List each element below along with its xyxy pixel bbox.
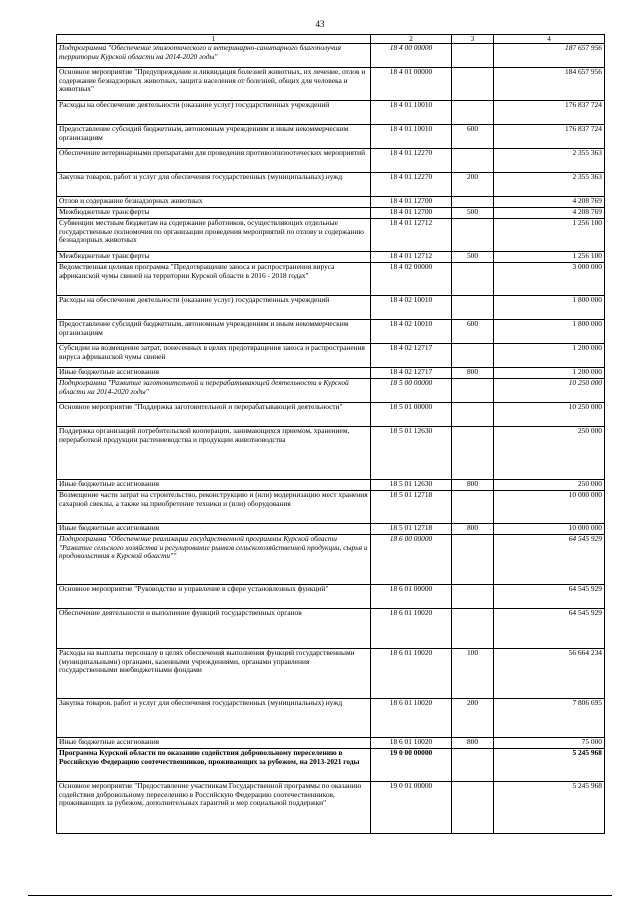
row-vr: 800 — [452, 738, 494, 749]
table-row — [57, 379, 605, 403]
row-code: 18 4 02 10010 — [371, 296, 452, 320]
row-name: Возмещение части затрат на строительство, реконструкцию и (или) модернизацию мест хранения сахарной свеклы, а также на приобретение техники и (или) оборудования — [57, 491, 371, 524]
row-amount: 250 000 — [494, 480, 605, 491]
row-amount: 1 200 000 — [494, 368, 605, 379]
row-amount: 7 806 695 — [494, 699, 605, 738]
row-vr — [452, 403, 494, 427]
table-row — [57, 480, 605, 491]
row-name: Расходы на обеспечение деятельности (оказание услуг) государственных учреждений — [57, 296, 371, 320]
table-row — [57, 208, 605, 219]
row-vr: 500 — [452, 208, 494, 219]
row-code: 18 4 02 12717 — [371, 368, 452, 379]
row-code: 18 5 01 00000 — [371, 403, 452, 427]
table-row — [57, 320, 605, 344]
row-vr: 800 — [452, 524, 494, 535]
row-amount: 2 355 363 — [494, 173, 605, 197]
row-vr — [452, 585, 494, 609]
row-amount: 10 250 000 — [494, 403, 605, 427]
row-vr — [452, 427, 494, 480]
row-vr: 600 — [452, 125, 494, 149]
row-amount: 10 250 000 — [494, 379, 605, 403]
table-row — [57, 738, 605, 749]
row-code: 18 4 02 00000 — [371, 263, 452, 296]
table-row — [57, 403, 605, 427]
row-amount: 176 837 724 — [494, 125, 605, 149]
row-vr: 800 — [452, 480, 494, 491]
row-code: 18 4 01 12700 — [371, 197, 452, 208]
row-name: Предоставление субсидий бюджетным, автономным учреждениям и иным некоммерческим организациям — [57, 125, 371, 149]
table-row — [57, 491, 605, 524]
row-vr: 100 — [452, 649, 494, 699]
row-name: Программа Курской области по оказанию содействия добровольному переселению в Российскую Федерацию соотечественников, проживающих за рубежом, на 2013-2021 годы — [57, 749, 371, 782]
row-name: Основное мероприятие "Руководство и управление в сфере установленных функций" — [57, 585, 371, 609]
row-name: Субвенции местным бюджетам на содержание работников, осуществляющих отдельные государственные полномочия по организации проведения мероприятий по отлову и содержанию безнадзорных животных — [57, 219, 371, 252]
row-code: 18 4 01 12700 — [371, 208, 452, 219]
row-amount: 10 000 000 — [494, 524, 605, 535]
row-amount: 176 837 724 — [494, 101, 605, 125]
row-amount: 10 000 000 — [494, 491, 605, 524]
row-vr — [452, 535, 494, 585]
table-row — [57, 782, 605, 834]
row-vr: 500 — [452, 252, 494, 263]
table-row — [57, 219, 605, 252]
row-name: Межбюджетные трансферты — [57, 252, 371, 263]
row-amount: 1 800 000 — [494, 320, 605, 344]
row-vr — [452, 749, 494, 782]
row-name: Закупка товаров, работ и услуг для обеспечения государственных (муниципальных) нужд — [57, 173, 371, 197]
table-row — [57, 585, 605, 609]
table-row — [57, 535, 605, 585]
table-row — [57, 649, 605, 699]
row-code: 18 6 00 00000 — [371, 535, 452, 585]
row-code: 18 4 02 12717 — [371, 344, 452, 368]
row-amount: 3 000 000 — [494, 263, 605, 296]
row-vr: 200 — [452, 173, 494, 197]
header-col-3: 3 — [452, 35, 494, 44]
row-code: 18 4 01 12270 — [371, 173, 452, 197]
row-code: 18 6 01 00000 — [371, 585, 452, 609]
row-vr: 200 — [452, 699, 494, 738]
row-name: Субсидии на возмещение затрат, понесенных в целях предотвращения заноса и распространения вируса африканской чумы свиней — [57, 344, 371, 368]
row-code: 18 4 00 00000 — [371, 44, 452, 68]
row-amount: 64 545 929 — [494, 609, 605, 649]
table-row — [57, 173, 605, 197]
row-amount: 4 208 769 — [494, 208, 605, 219]
row-name: Предоставление субсидий бюджетным, автономным учреждениям и иным некоммерческим организациям — [57, 320, 371, 344]
row-name: Подпрограмма "Обеспечение реализации государственной программы Курской области "Развитие сельского хозяйства и регулирование рынков сельскохозяйственной продукции, сырья и продовольствия в Курской области"" — [57, 535, 371, 585]
row-amount: 5 245 968 — [494, 749, 605, 782]
row-name: Расходы на выплаты персоналу в целях обеспечения выполнения функций государственными (муниципальными) органами, казенными учреждениями, органами управления государственными внебюджетными фондами — [57, 649, 371, 699]
page-number: 43 — [315, 19, 325, 29]
row-code: 18 4 01 10010 — [371, 125, 452, 149]
row-code: 18 6 01 10020 — [371, 609, 452, 649]
row-amount: 250 000 — [494, 427, 605, 480]
row-code: 18 4 01 12270 — [371, 149, 452, 173]
table-row — [57, 368, 605, 379]
row-code: 18 5 01 12630 — [371, 427, 452, 480]
table-row — [57, 427, 605, 480]
row-amount: 1 256 100 — [494, 219, 605, 252]
row-amount: 5 245 968 — [494, 782, 605, 834]
row-vr — [452, 197, 494, 208]
row-vr: 600 — [452, 320, 494, 344]
header-col-2: 2 — [371, 35, 452, 44]
footer-divider — [28, 895, 612, 896]
row-name: Основное мероприятие "Поддержка заготовительной и перерабатывающей деятельности" — [57, 403, 371, 427]
row-code: 18 4 01 12712 — [371, 219, 452, 252]
row-name: Иные бюджетные ассигнования — [57, 738, 371, 749]
row-code: 18 6 01 10020 — [371, 699, 452, 738]
row-amount: 1 800 000 — [494, 296, 605, 320]
row-amount: 1 200 000 — [494, 344, 605, 368]
row-vr — [452, 263, 494, 296]
table-row — [57, 101, 605, 125]
row-vr — [452, 101, 494, 125]
row-code: 19 0 00 00000 — [371, 749, 452, 782]
row-vr: 800 — [452, 368, 494, 379]
row-code: 18 4 01 10010 — [371, 101, 452, 125]
row-code: 19 0 01 00000 — [371, 782, 452, 834]
table-row — [57, 44, 605, 68]
row-name: Поддержка организаций потребительской кооперации, занимающихся приемом, хранением, переработкой продукции растениеводства и продукции животноводства — [57, 427, 371, 480]
row-name: Подпрограмма "Обеспечение эпизоотического и ветеринарно-санитарного благополучия территории Курской области на 2014-2020 годы" — [57, 44, 371, 68]
table-row — [57, 252, 605, 263]
row-vr — [452, 149, 494, 173]
row-vr — [452, 379, 494, 403]
row-code: 18 5 01 12718 — [371, 491, 452, 524]
row-amount: 4 208 769 — [494, 197, 605, 208]
row-vr — [452, 219, 494, 252]
row-name: Расходы на обеспечение деятельности (оказание услуг) государственных учреждений — [57, 101, 371, 125]
table-row — [57, 197, 605, 208]
row-name: Иные бюджетные ассигнования — [57, 524, 371, 535]
row-code: 18 4 01 12712 — [371, 252, 452, 263]
table-row — [57, 609, 605, 649]
row-vr — [452, 491, 494, 524]
table-row — [57, 296, 605, 320]
row-code: 18 6 01 10020 — [371, 738, 452, 749]
row-name: Обеспечение деятельности и выполнение функций государственных органов — [57, 609, 371, 649]
row-code: 18 5 01 12718 — [371, 524, 452, 535]
row-vr — [452, 609, 494, 649]
row-code: 18 4 02 10010 — [371, 320, 452, 344]
table-row — [57, 524, 605, 535]
header-col-1: 1 — [57, 35, 371, 44]
row-amount: 75 000 — [494, 738, 605, 749]
row-vr — [452, 782, 494, 834]
row-amount: 184 657 956 — [494, 68, 605, 101]
row-code: 18 4 01 00000 — [371, 68, 452, 101]
table-row — [57, 149, 605, 173]
row-amount: 187 657 956 — [494, 44, 605, 68]
table-row — [57, 749, 605, 782]
row-code: 18 5 01 12630 — [371, 480, 452, 491]
row-name: Иные бюджетные ассигнования — [57, 480, 371, 491]
row-amount: 56 664 234 — [494, 649, 605, 699]
row-vr — [452, 344, 494, 368]
table-row — [57, 344, 605, 368]
row-name: Подпрограмма "Развитие заготовительной и перерабатывающей деятельности в Курской области на 2014-2020 годы" — [57, 379, 371, 403]
row-name: Основное мероприятие "Предоставление участникам Государственной программы по оказанию содействия добровольному переселению в Российскую Федерацию соотечественников, проживающих за рубежом, дополнительных гарантий и мер социальной поддержки" — [57, 782, 371, 834]
row-code: 18 5 00 00000 — [371, 379, 452, 403]
row-name: Иные бюджетные ассигнования — [57, 368, 371, 379]
row-name: Закупка товаров, работ и услуг для обеспечения государственных (муниципальных) нужд — [57, 699, 371, 738]
row-vr — [452, 68, 494, 101]
row-name: Ведомственная целевая программа "Предотвращение заноса и распространения вируса африканской чумы свиней на территории Курской области в 2016 - 2018 годах" — [57, 263, 371, 296]
table-row — [57, 699, 605, 738]
row-name: Отлов и содержание безнадзорных животных — [57, 197, 371, 208]
row-code: 18 6 01 10020 — [371, 649, 452, 699]
row-amount: 2 355 363 — [494, 149, 605, 173]
header-col-4: 4 — [494, 35, 605, 44]
row-name: Межбюджетные трансферты — [57, 208, 371, 219]
row-vr — [452, 44, 494, 68]
table-row — [57, 263, 605, 296]
table-row — [57, 125, 605, 149]
row-vr — [452, 296, 494, 320]
row-name: Основное мероприятие "Предупреждение и ликвидация болезней животных, их лечение, отлов и содержание безнадзорных животных, защита населения от болезней, общих для человека и животных" — [57, 68, 371, 101]
row-name: Обеспечение ветеринарными препаратами для проведения противоэпизоотических мероприятий — [57, 149, 371, 173]
row-amount: 64 545 929 — [494, 585, 605, 609]
budget-table — [56, 34, 605, 834]
table-row — [57, 68, 605, 101]
row-amount: 1 256 100 — [494, 252, 605, 263]
row-amount: 64 545 929 — [494, 535, 605, 585]
